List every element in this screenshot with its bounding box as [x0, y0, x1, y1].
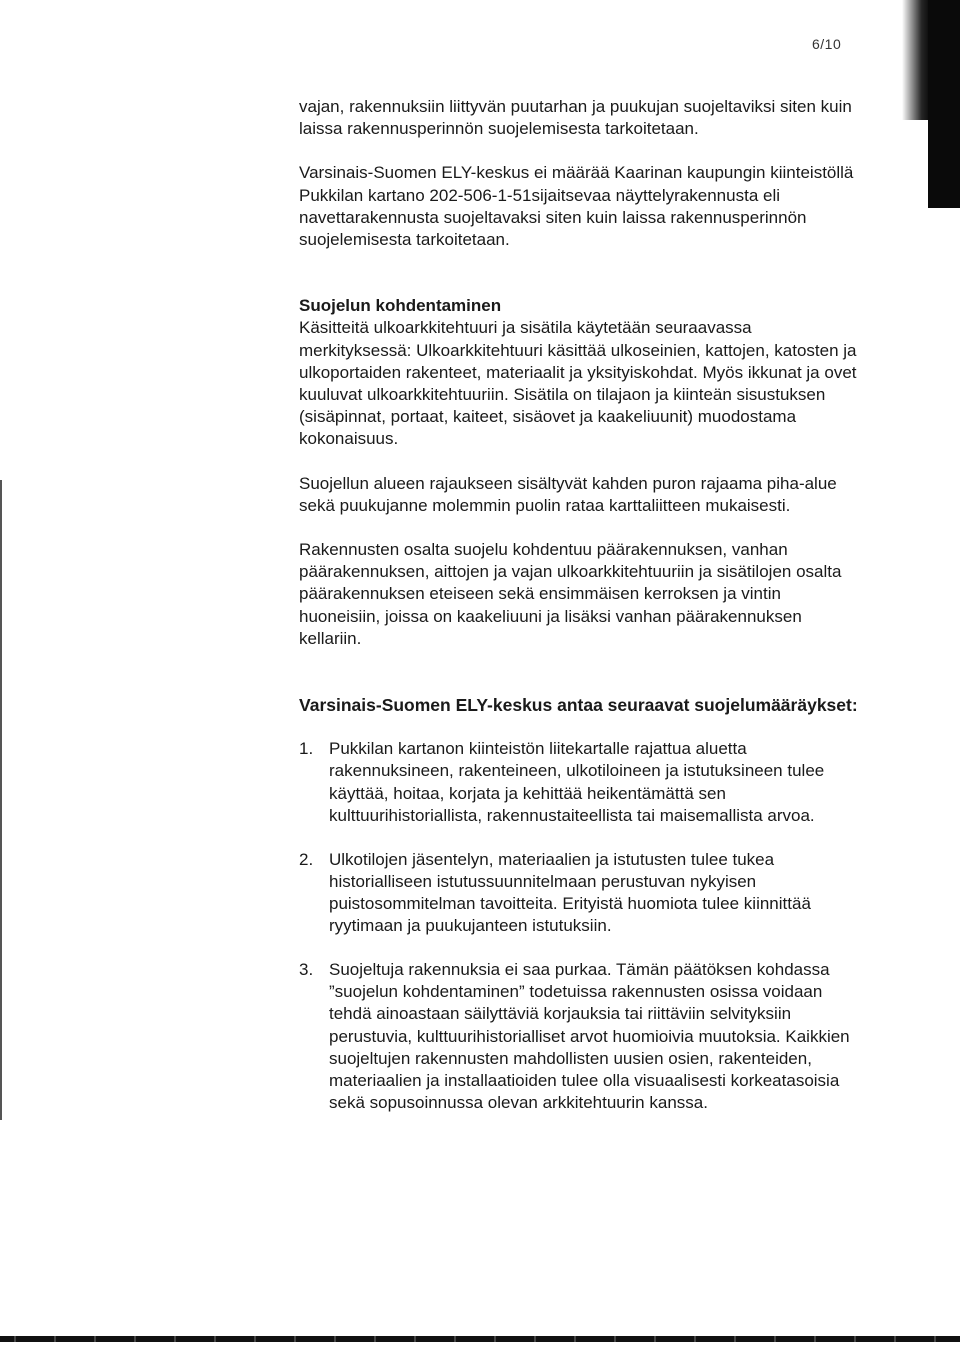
- scan-shadow-edge: [902, 0, 930, 120]
- section-heading-targeting: Suojelun kohdentaminen: [299, 296, 502, 316]
- page-number: 6/10: [812, 36, 842, 52]
- list-item-text: Ulkotilojen jäsentelyn, materiaalien ja istutusten tulee tukea historialliseen istutussuunnitelmaan perustuvan nykyisen puistosommitelman tavoitteita. Erityistä huomiota tulee kiinnittää ryytimaan ja puukujanteen istutuksiin.: [329, 849, 811, 936]
- targeting-paragraph-3: Rakennusten osalta suojelu kohdentuu päärakennuksen, vanhan päärakennuksen, aittojen ja vajan ulkoarkkitehtuuriin ja sisätilojen osalta päärakennuksen eteiseen sekä ensimmäisen kerroksen ja vintin huoneisiin, joissa on kaakeliuuni ja lisäksi vanhan päärakennuksen kellariin.: [299, 540, 842, 648]
- intro-paragraph-2: Varsinais-Suomen ELY-keskus ei määrää Kaarinan kaupungin kiinteistöllä Pukkilan kartano 202-506-1-51sijaitsevaa näyttelyrakennusta eli navettarakennusta suojeltavaksi siten kuin laissa rakennusperinnön suojelemisesta tarkoitetaan.: [299, 163, 854, 250]
- list-item-number: 3.: [299, 959, 314, 979]
- targeting-paragraph-2: Suojellun alueen rajaukseen sisältyvät kahden puron rajaama piha-alue sekä puukujanne molemmin puolin rataa karttaliitteen mukaisesti.: [299, 473, 837, 515]
- scan-left-line: [0, 480, 2, 1120]
- list-item: [299, 738, 865, 827]
- list-item: [299, 849, 865, 938]
- list-item: [299, 959, 865, 1114]
- document-body: [299, 96, 865, 1136]
- list-item-number: 1.: [299, 739, 314, 759]
- section-heading-regulations: Varsinais-Suomen ELY-keskus antaa seuraavat suojelumääräykset:: [299, 695, 858, 716]
- list-item-text: Suojeltuja rakennuksia ei saa purkaa. Tämän päätöksen kohdassa ”suojelun kohdentaminen” todetuissa rakennusten osissa voidaan tehdä ainoastaan säilyttäviä korjauksia tai riittäviin selvityksiin perustuvia, kulttuurihistorialliset arvot huomioivia muutoksia. Kaikkien suojeltujen rakennusten mahdollisten uusien osien, rakenteiden, materiaalien ja installaatioiden tulee olla visuaalisesti korkeatasoisia sekä sopusoinnussa olevan arkkitehtuurin kanssa.: [329, 959, 850, 1113]
- targeting-paragraph-1: Käsitteitä ulkoarkkitehtuuri ja sisätila käytetään seuraavassa merkityksessä: Ulkoarkkitehtuuri käsittää ulkoseinien, kattojen, katosten ja ulkoportaiden rakenteet, materiaalit ja yksityiskohdat. Myös ikkunat ja ovet kuuluvat ulkoarkkitehtuuriin. Sisätila on tilajaon ja kiinteän sisustuksen (sisäpinnat, portaat, kaiteet, sisäovet ja kaakeliuunit) muodostama kokonaisuus.: [299, 318, 857, 449]
- regulations-list: [299, 738, 865, 1114]
- list-item-text: Pukkilan kartanon kiinteistön liitekartalle rajattua aluetta rakennuksineen, rakenteineen, ulkotiloineen ja istutuksineen tulee käyttää, hoitaa, korjata ja kehittää heikentämättä sen kulttuurihistoriallista, rakennustaiteellista tai maisemallista arvoa.: [329, 739, 825, 825]
- intro-paragraph-1: vajan, rakennuksiin liittyvän puutarhan ja puukujan suojeltaviksi siten kuin laissa rakennusperinnön suojelemisesta tarkoitetaan.: [299, 97, 852, 139]
- scan-black-margin: [928, 0, 960, 208]
- scan-bottom-edge: [0, 1336, 960, 1342]
- list-item-number: 2.: [299, 849, 314, 869]
